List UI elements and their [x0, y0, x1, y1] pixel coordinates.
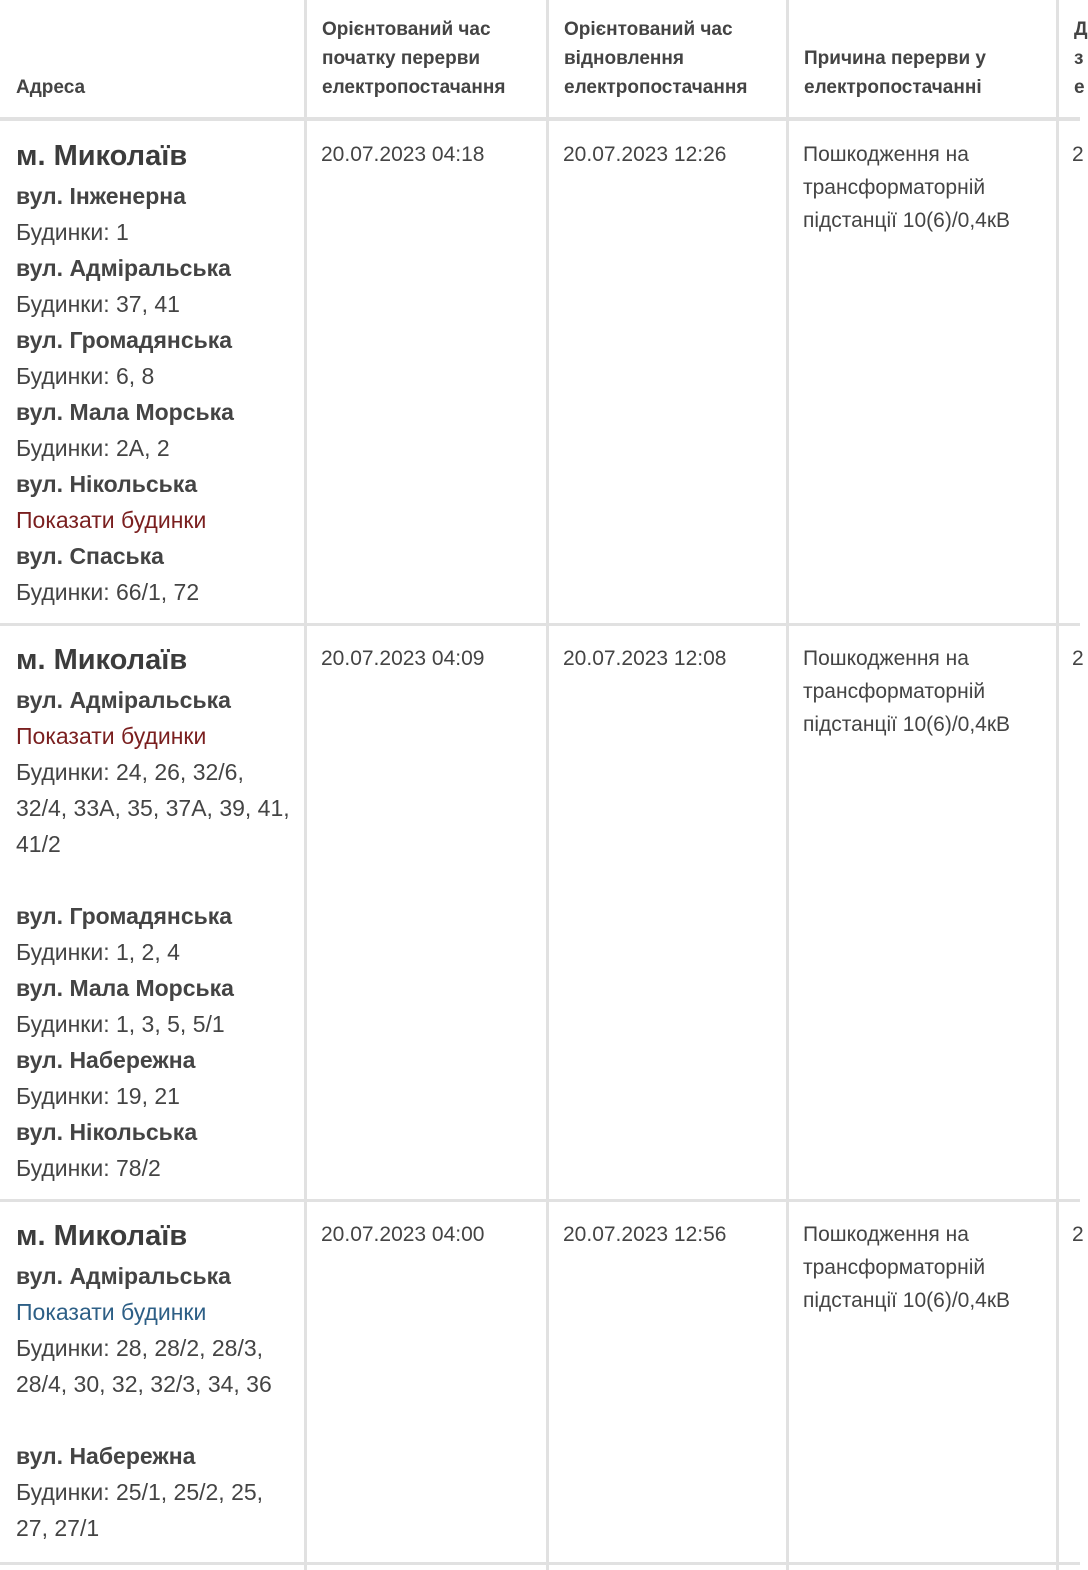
street-name: вул. Адміральська [16, 255, 231, 281]
house-list: Будинки: 1, 2, 4 [16, 939, 180, 965]
street-name: вул. Громадянська [16, 327, 233, 353]
header-address: Адреса [16, 77, 86, 98]
city-name: м. Миколаїв [16, 644, 188, 676]
address-cell [16, 642, 298, 1199]
street-name: вул. Спаська [16, 543, 164, 569]
street-name: вул. Інженерна [16, 183, 186, 209]
street-name: вул. Набережна [16, 1443, 196, 1469]
street-name: вул. Адміральська [16, 1263, 231, 1289]
restore-time-cell: 20.07.2023 12:26 [563, 143, 727, 166]
restore-time-cell: 20.07.2023 12:08 [563, 647, 727, 670]
address-cell [16, 1218, 298, 1562]
house-list: Будинки: 66/1, 72 [16, 579, 200, 605]
street-name: вул. Адміральська [16, 687, 231, 713]
house-list: Будинки: 24, 26, 32/6, 32/4, 33А, 35, 37А, 39, 41, 41/2 [16, 759, 290, 857]
reason-cell: Пошкодження на трансформаторній підстанції 10(6)/0,4кВ [803, 143, 1011, 232]
column-divider [546, 0, 549, 1570]
show-houses-link[interactable]: Показати будинки [16, 1299, 207, 1325]
extra-cell-partial: 2 [1072, 143, 1084, 166]
house-list: Будинки: 19, 21 [16, 1083, 180, 1109]
house-list: Будинки: 28, 28/2, 28/3, 28/4, 30, 32, 32/3, 34, 36 [16, 1335, 272, 1397]
house-list: Будинки: 25/1, 25/2, 25, 27, 27/1 [16, 1479, 264, 1541]
street-name: вул. Нікольська [16, 471, 198, 497]
spacer [16, 1402, 298, 1438]
street-name: вул. Набережна [16, 1047, 196, 1073]
header-extra-partial: Д з е [1074, 19, 1088, 98]
row-divider [0, 1562, 1080, 1565]
row-divider [0, 1199, 1080, 1202]
column-divider [304, 0, 307, 1570]
column-divider [1056, 0, 1059, 1570]
reason-cell: Пошкодження на трансформаторній підстанції 10(6)/0,4кВ [803, 647, 1011, 736]
reason-cell: Пошкодження на трансформаторній підстанції 10(6)/0,4кВ [803, 1223, 1011, 1312]
house-list: Будинки: 2А, 2 [16, 435, 170, 461]
city-name: м. Миколаїв [16, 1220, 188, 1252]
row-divider [0, 623, 1080, 626]
house-list: Будинки: 6, 8 [16, 363, 155, 389]
header-restore-time: Орієнтований час відновлення електропостачання [564, 19, 748, 98]
street-name: вул. Громадянська [16, 903, 233, 929]
start-time-cell: 20.07.2023 04:09 [321, 647, 485, 670]
house-list: Будинки: 1 [16, 219, 129, 245]
start-time-cell: 20.07.2023 04:18 [321, 143, 485, 166]
spacer [16, 862, 298, 898]
house-list: Будинки: 78/2 [16, 1155, 161, 1181]
start-time-cell: 20.07.2023 04:00 [321, 1223, 485, 1246]
header-start-time: Орієнтований час початку перерви електропостачання [322, 19, 506, 98]
restore-time-cell: 20.07.2023 12:56 [563, 1223, 727, 1246]
house-list: Будинки: 1, 3, 5, 5/1 [16, 1011, 225, 1037]
city-name: м. Миколаїв [16, 140, 188, 172]
house-list: Будинки: 37, 41 [16, 291, 180, 317]
street-name: вул. Нікольська [16, 1119, 198, 1145]
street-name: вул. Мала Морська [16, 399, 234, 425]
extra-cell-partial: 2 [1072, 1223, 1084, 1246]
header-reason: Причина перерви у електропостачанні [804, 48, 987, 98]
show-houses-link[interactable]: Показати будинки [16, 723, 207, 749]
column-divider [786, 0, 789, 1570]
show-houses-link[interactable]: Показати будинки [16, 507, 207, 533]
address-cell [16, 138, 298, 623]
street-name: вул. Мала Морська [16, 975, 234, 1001]
extra-cell-partial: 2 [1072, 647, 1084, 670]
